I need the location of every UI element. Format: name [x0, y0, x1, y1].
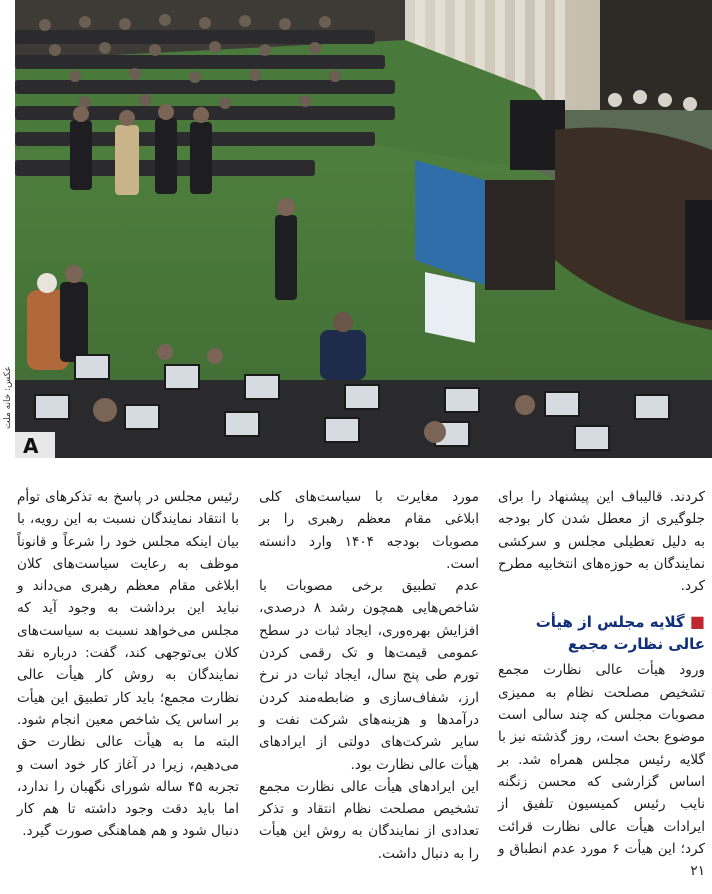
subhead-marker: ■: [689, 612, 705, 632]
subheading: [498, 611, 705, 655]
paragraph: کردند. قالیباف این پیشنهاد را برای جلوگیری از معطل شدن کار بودجه به دلیل تعطیلی مجلس و سرکشی نمایندگان به حوزه‌های انتخابیه مطرح کرد.: [498, 489, 705, 595]
paragraph: ورود هیأت عالی نظارت مجمع تشخیص مصلحت نظام به ممیزی مصوبات مجلس که چند سالی است موضوع بحث است، روز گذشته نیز با گلایه رئیس مجلس همراه شد. بر اساس گزارشی که محسن زنگنه نایب رئیس کمیسیون تلفیق از ایرادات هیأت عالی نظارت قرائت کرد؛ این هیأت ۶ مورد عدم انطباق و ۲۱: [498, 662, 705, 880]
paragraph: این ایرادهای هیأت عالی نظارت مجمع تشخیص مصلحت نظام انتقاد و تذکر تعدادی از نمایندگان به روش این هیأت را به دنبال داشت.: [259, 778, 479, 862]
article-column-left: [17, 486, 239, 843]
article-column-middle: [259, 486, 479, 865]
photo-credit-text: عکس: خانه ملت: [2, 365, 13, 429]
paragraph: عدم تطبیق برخی مصوبات با شاخص‌هایی همچون رشد ۸ درصدی، افزایش بهره‌وری، ایجاد ثبات در سطح عمومی قیمت‌ها و تک رقمی کردن تورم طی پنج سال، ایجاد ثبات در نرخ ارز، شفاف‌سازی و ضابطه‌مند کردن درآمدها و هزینه‌های شرکت نفت و سایر شرکت‌های دولتی از ایرادهای هیأت عالی نظارت بود.: [259, 578, 479, 773]
paragraph: مورد مغایرت با سیاست‌های کلی ابلاغی مقام معظم رهبری را بر مصوبات بودجه ۱۴۰۴ وارد دانسته است.: [259, 489, 479, 572]
corner-letter: A: [23, 434, 39, 458]
article-column-right: [498, 486, 705, 882]
paragraph: رئیس مجلس در پاسخ به تذکرهای توأم با انتقاد نمایندگان نسبت به این رویه، با بیان اینکه مجلس خود را شرعاً و قانوناً موظف به رعایت سیاست‌های کلان ابلاغی مقام معظم رهبری می‌داند و نباید این برداشت به وجود آید که مجلس می‌خواهد نسبت به سیاست‌های کلان بی‌توجهی کند، گفت: درباره نقد نمایندگان به روش کار هیأت عالی نظارت مجمع؛ باید کار تطبیق این هیأت بر اساس یک شاخص معین انجام شود. البته ما به هیأت عالی نظارت حق می‌دهیم، زیرا در آغاز کار خود است و تجربه ۴۵ ساله شورای نگهبان را ندارد، اما باید دقت وجود داشته تا هم کار دنبال شود و هم هماهنگی صورت گیرد.: [17, 489, 239, 840]
subhead-text: گلایه مجلس از هیأت عالی نظارت مجمع: [535, 613, 705, 654]
photo-credit: [0, 336, 15, 458]
parliament-photo: [15, 0, 712, 458]
